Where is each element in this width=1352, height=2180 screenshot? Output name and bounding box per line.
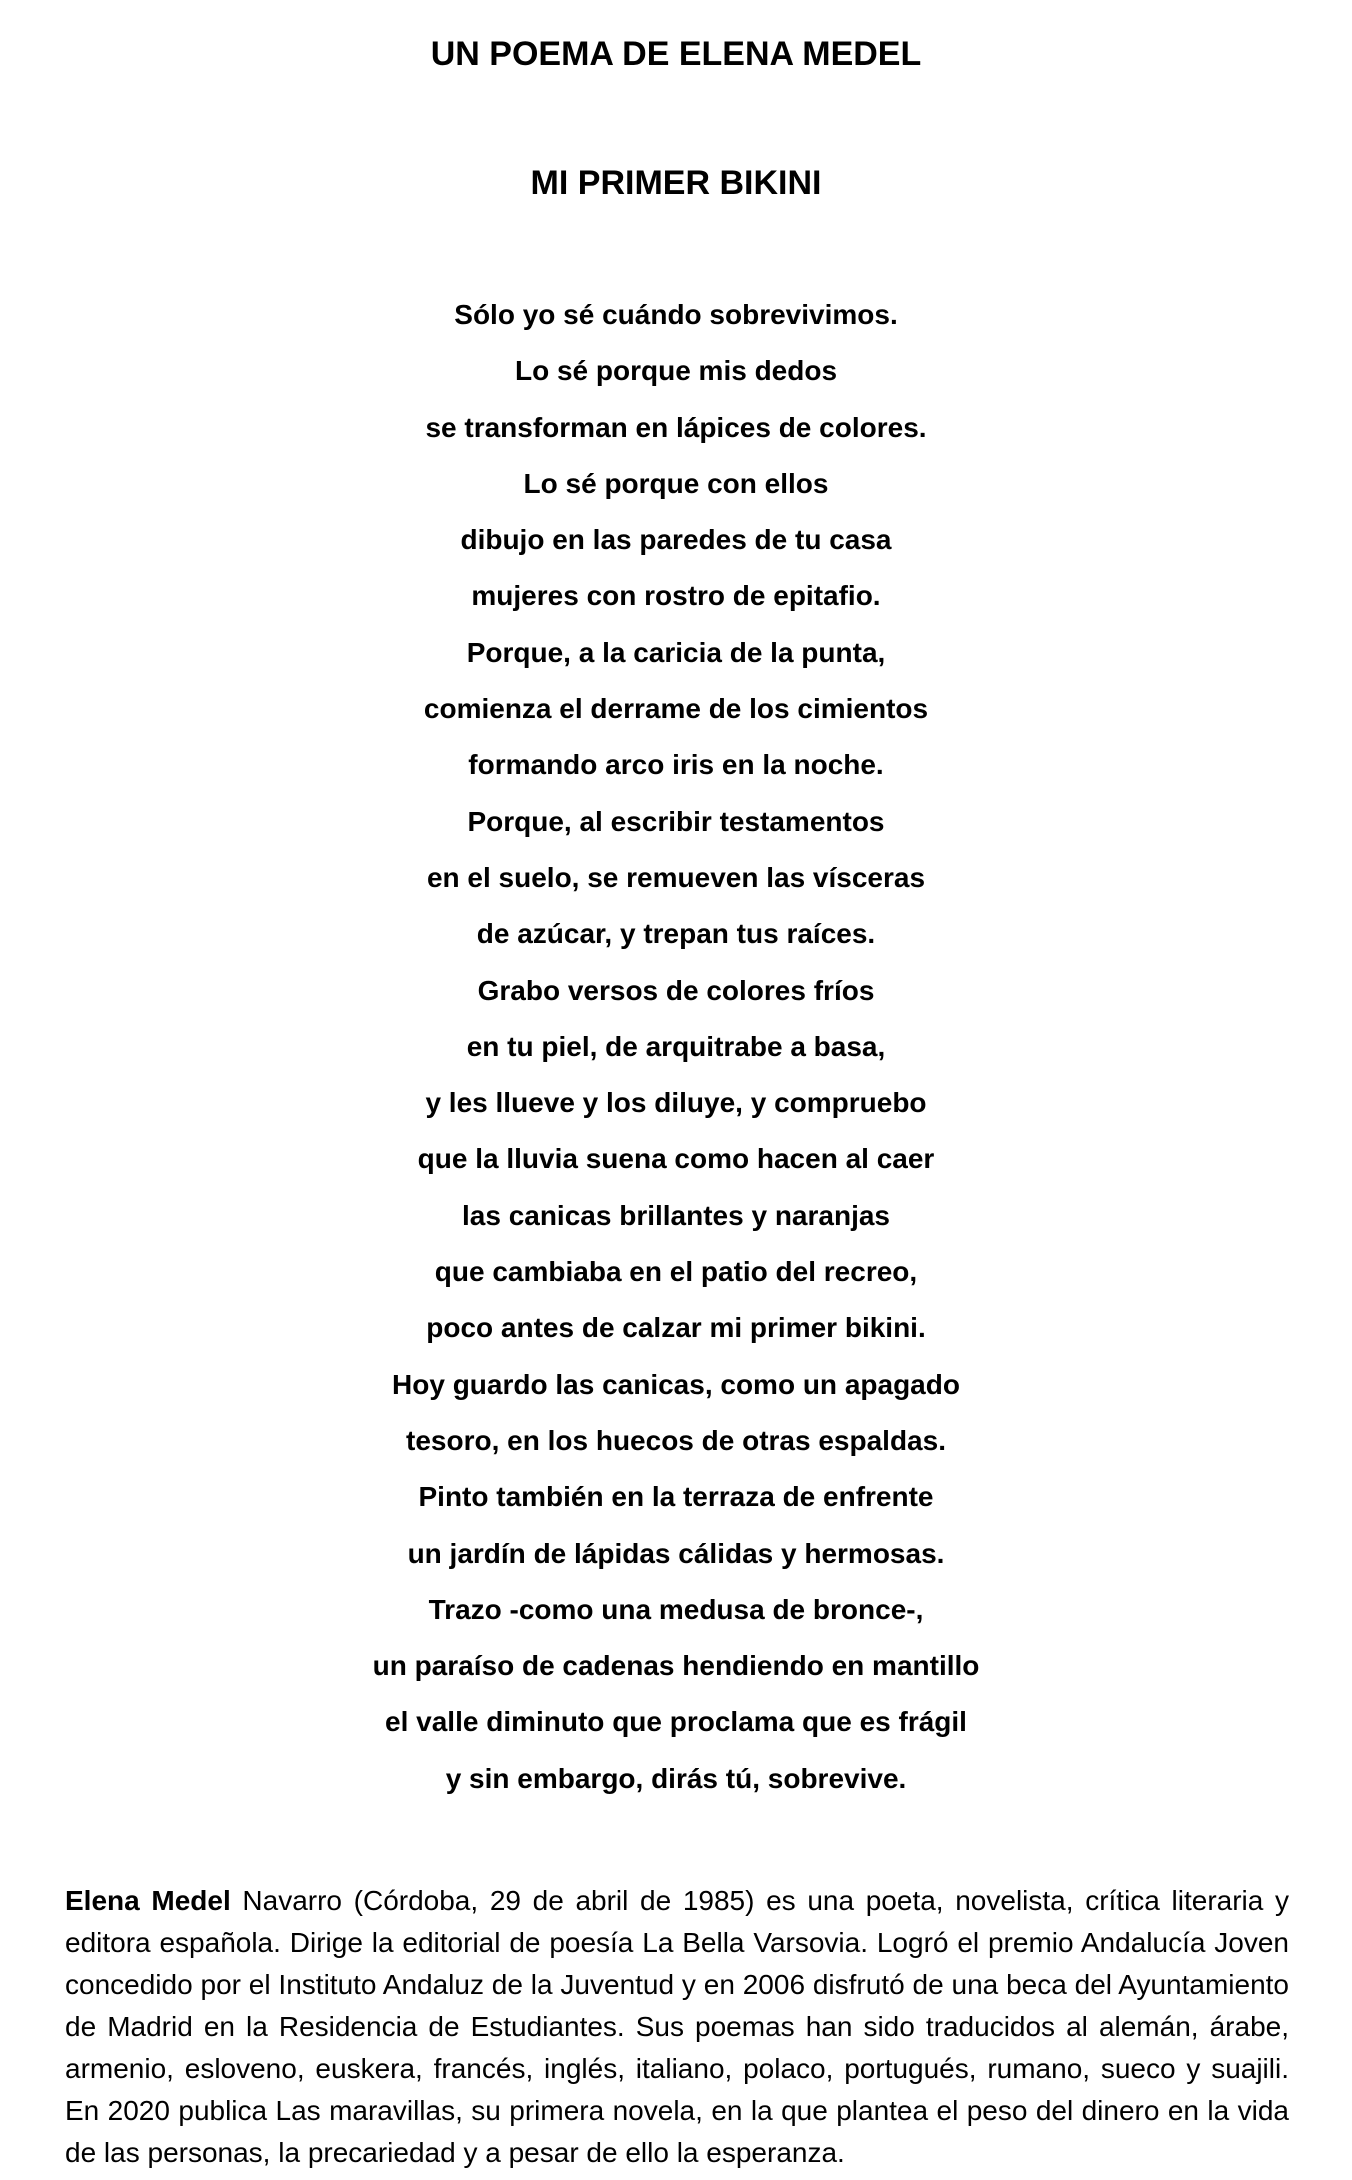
- author-bio-text: Navarro (Córdoba, 29 de abril de 1985) es una poeta, novelista, crítica literaria y editora española. Dirige la editorial de poesía La Bella Varsovia. Logró el premio Andalucía Joven concedido por el Instituto Andaluz de la Juventud y en 2006 disfrutó de una beca del Ayuntamiento de Madrid en la Residencia de Estudiantes. Sus poemas han sido traducidos al alemán, árabe, armenio, esloveno, euskera, francés, inglés, italiano, polaco, portugués, rumano, sueco y suajili. En 2020 publica Las maravillas, su primera novela, en la que plantea el peso del dinero en la vida de las personas, la precariedad y a pesar de ello la esperanza.: [65, 1885, 1290, 2168]
- poem-line: poco antes de calzar mi primer bikini.: [426, 1312, 926, 1344]
- poem-line: que cambiaba en el patio del recreo,: [434, 1256, 918, 1288]
- poem-line: Porque, al escribir testamentos: [467, 805, 885, 837]
- poem-line: de azúcar, y trepan tus raíces.: [476, 918, 876, 950]
- poem-line: Grabo versos de colores fríos: [477, 974, 875, 1006]
- poem-line: Lo sé porque con ellos: [523, 467, 829, 499]
- poem-line: en tu piel, de arquitrabe a basa,: [466, 1030, 886, 1062]
- poem-line: Hoy guardo las canicas, como un apagado: [392, 1368, 960, 1400]
- poem-line: dibujo en las paredes de tu casa: [460, 524, 892, 556]
- poem-line: en el suelo, se remueven las vísceras: [426, 861, 926, 893]
- poem-line: mujeres con rostro de epitafio.: [471, 580, 881, 612]
- poem-line: las canicas brillantes y naranjas: [461, 1199, 890, 1231]
- poem-line: el valle diminuto que proclama que es frágil: [385, 1706, 967, 1738]
- poem-line: se transforman en lápices de colores.: [425, 411, 927, 443]
- poem-line: Trazo -como una medusa de bronce-,: [428, 1593, 924, 1625]
- author-name: Elena Medel: [65, 1885, 231, 1916]
- poem-line: Lo sé porque mis dedos: [514, 355, 838, 387]
- document-heading: UN POEMA DE ELENA MEDEL: [430, 35, 922, 73]
- poem-line: un paraíso de cadenas hendiendo en mantillo: [372, 1650, 980, 1682]
- poem-line: que la lluvia suena como hacen al caer: [417, 1143, 935, 1175]
- poem-line: tesoro, en los huecos de otras espaldas.: [406, 1424, 946, 1456]
- poem-line: Sólo yo sé cuándo sobrevivimos.: [454, 299, 898, 330]
- poem-line: comienza el derrame de los cimientos: [423, 693, 929, 725]
- poem-title: MI PRIMER BIKINI: [530, 164, 822, 202]
- poem-body: [0, 287, 1352, 1807]
- poem-line: formando arco iris en la noche.: [468, 749, 884, 781]
- poem-line: Pinto también en la terraza de enfrente: [418, 1481, 934, 1513]
- poem-line: y les llueve y los diluye, y compruebo: [425, 1087, 927, 1119]
- poem-line: y sin embargo, dirás tú, sobrevive.: [445, 1762, 907, 1794]
- author-bio: [65, 1880, 1289, 2174]
- poem-line: un jardín de lápidas cálidas y hermosas.: [407, 1537, 945, 1569]
- poem-line: Porque, a la caricia de la punta,: [466, 636, 886, 668]
